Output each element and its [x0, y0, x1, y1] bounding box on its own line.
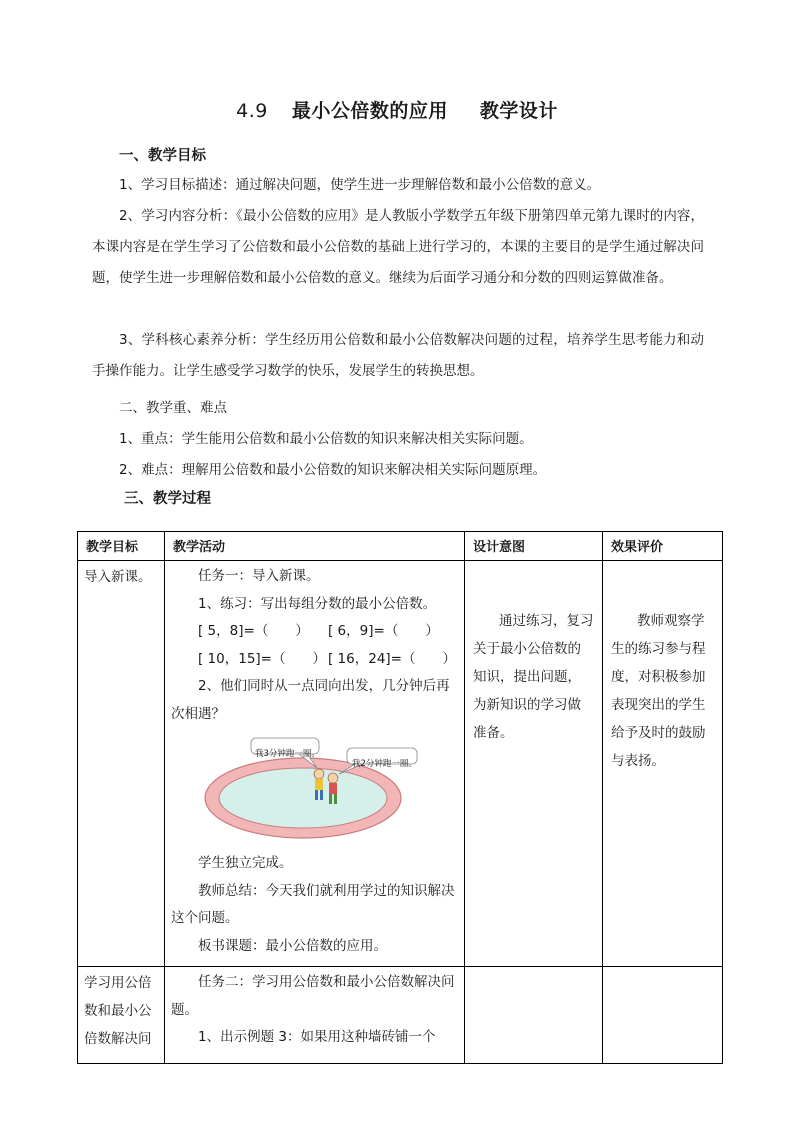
section-heading-process: 三、教学过程 — [124, 491, 211, 507]
content-analysis: 2、学习内容分析：《最小公倍数的应用》是人教版小学数学五年级下册第四单元第九课时的内容，本课内容是在学生学习了公倍数和最小公倍数的基础上进行学习的，本课的主要目的是学生通过解决问题，使学生进一步理解倍数和最小公倍数的意义。继续为后面学习通分和分数的四则运算做准备。 — [92, 208, 704, 286]
table-header-row — [78, 532, 723, 561]
header-intent: 设计意图 — [465, 532, 603, 561]
example-three: 1、出示例题 3：如果用这种墙砖铺一个 — [198, 1029, 436, 1045]
task-two: 任务二：学习用公倍数和最小公倍数解决问题。 — [171, 974, 455, 1018]
table-row — [78, 967, 723, 1064]
speech-bubble-right: 我2分钟跑一圈。 — [352, 759, 417, 769]
header-activity: 教学活动 — [165, 532, 465, 561]
title-number: 4.9 — [236, 100, 268, 122]
cell-activity — [165, 967, 465, 1064]
section-heading-goals: 一、教学目标 — [119, 148, 206, 164]
page-title — [0, 96, 794, 123]
header-evaluation: 效果评价 — [603, 532, 723, 561]
cell-goal: 学习用公倍数和最小公倍数解决问 — [78, 967, 165, 1064]
cell-intent: 通过练习，复习关于最小公倍数的知识，提出问题，为新知识的学习做准备。 — [465, 561, 603, 967]
title-suffix: 教学设计 — [479, 100, 558, 122]
running-track-illustration — [199, 734, 439, 846]
practice-prompt: 1、练习：写出每组分数的最小公倍数。 — [198, 595, 437, 612]
teacher-summary: 教师总结：今天我们就利用学过的知识解决这个问题。 — [171, 882, 455, 926]
speech-bubble-left: 我3分钟跑一圈。 — [255, 749, 320, 759]
task-one: 任务一：导入新课。 — [198, 568, 320, 584]
title-main: 最小公倍数的应用 — [291, 100, 448, 122]
goal-description: 1、学习目标描述：通过解决问题，使学生进一步理解倍数和最小公倍数的意义。 — [119, 177, 601, 193]
board-topic: 板书课题：最小公倍数的应用。 — [198, 937, 387, 954]
key-point: 1、重点：学生能用公倍数和最小公倍数的知识来解决相关实际问题。 — [119, 431, 533, 447]
header-goal: 教学目标 — [78, 532, 165, 561]
independent-work: 学生独立完成。 — [198, 855, 293, 871]
table-row — [78, 561, 723, 967]
cell-evaluation — [603, 967, 723, 1064]
difficult-point: 2、难点：理解用公倍数和最小公倍数的知识来解决相关实际问题原理。 — [119, 462, 547, 478]
cell-intent — [465, 967, 603, 1064]
cell-evaluation: 教师观察学生的练习参与程度，对积极参加表现突出的学生给予及时的鼓励与表扬。 — [603, 561, 723, 967]
section-heading-key-points: 二、教学重、难点 — [119, 400, 227, 416]
cell-activity — [165, 561, 465, 967]
lesson-table — [77, 531, 723, 1064]
cell-goal: 导入新课。 — [78, 561, 165, 967]
meeting-question: 2、他们同时从一点同向出发，几分钟后再次相遇？ — [171, 678, 450, 722]
literacy-analysis: 3、学科核心素养分析：学生经历用公倍数和最小公倍数解决问题的过程，培养学生思考能力和动手操作能力。让学生感受学习数学的快乐，发展学生的转换思想。 — [92, 332, 704, 379]
practice-row-1: [ 5，8]=（ ） [ 6，9]=（ ） — [198, 623, 439, 639]
practice-row-2: [ 10，15]=（ ） [ 16，24]=（ ） — [198, 650, 456, 667]
